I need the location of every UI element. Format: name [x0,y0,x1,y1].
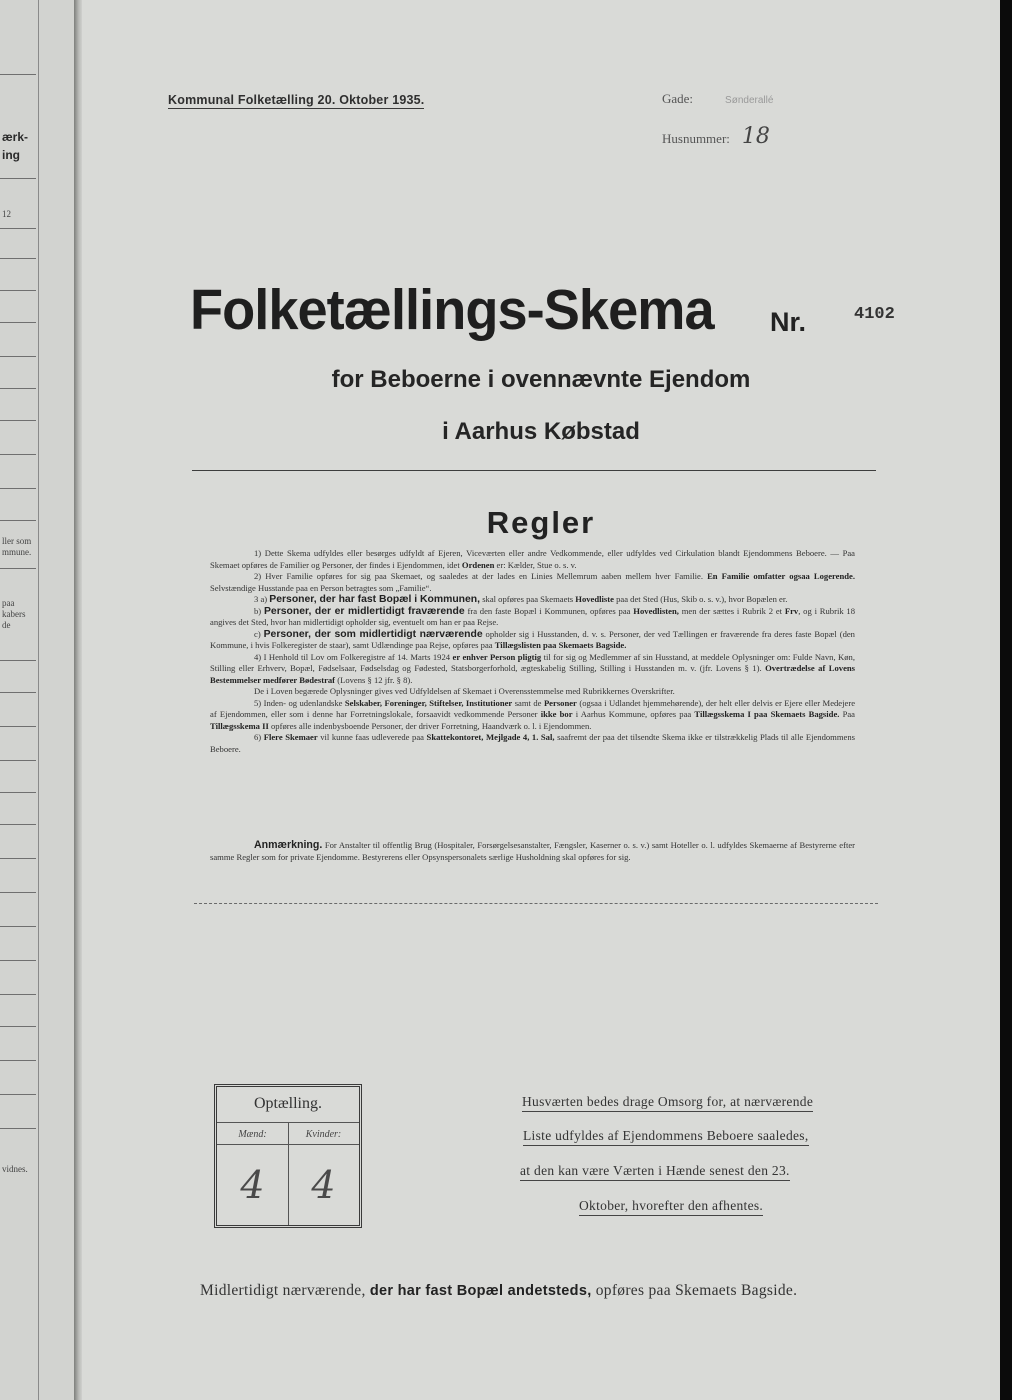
rule-3b: b) Personer, der er midlertidigt fraværende fra den faste Bopæl i Kommunen, opføres paa Hovedlisten, men der sættes i Rubrik 2 et Frv, og i Rubrik 18 angives det Sted, hvor han midlertidigt opholder sig, eventuelt om han er paa Rejse. [210,605,856,627]
title-divider [192,470,876,471]
left-strip-rule [0,692,36,693]
left-strip-rule [0,74,36,75]
left-strip-rule [0,388,36,389]
left-strip-fragment: 12 [2,209,11,219]
left-strip-rule [0,960,36,961]
left-strip-fragment: ærk- ing [2,130,29,162]
remark-body: For Anstalter til offentlig Brug (Hospitaler, Forsørgelsesanstalter, Fængsler, Kaserner o. s. v.) samt Hoteller o. l. udfyldes Skemaerne af Bestyrerne efter samme Regler som for private Ejendomme. Bestyrerens eller Opsynspersonalets særlige Husholdning skal opføres for sig. [210,840,856,862]
tally-box [214,1084,362,1228]
left-strip-fragment: vidnes. [2,1164,28,1174]
notice-line-2: Liste udfyldes af Ejendommens Beboere saaledes, [523,1128,809,1146]
left-strip-rule [0,290,36,291]
rules-text [210,548,855,755]
left-strip-rule [0,520,36,521]
form-subtitle-1: for Beboerne i ovennævnte Ejendom [331,366,751,393]
census-heading: Kommunal Folketælling 20. Oktober 1935. [168,93,425,107]
left-strip-rule [0,178,36,179]
house-number-field [662,124,770,149]
left-strip-fragment: ller som mmune. [2,536,32,557]
left-strip-rule [0,1094,36,1095]
remark-label: Anmærkning. [254,839,323,851]
rule-3c: c) Personer, der som midlertidigt nærværende opholder sig i Husstanden, d. v. s. Personer, der ved Tællingen er fraværende fra deres faste Bopæl (den Kommune, i hvis Folkeregister de staar), samt Udlændinge paa Rejse, opføres paa Tillægslisten paa Skemaets Bagside. [210,628,855,650]
left-page-strip [0,0,74,1400]
left-strip-rule [0,322,36,323]
street-field [662,90,773,108]
left-strip-rule [0,824,36,825]
left-strip-rule [0,858,36,859]
footer-note [200,1282,797,1300]
left-strip-rule [0,726,36,727]
rule-2: 2) Hver Familie opføres for sig paa Skemaet, og saaledes at der lades en Linies Mellemrum aaben mellem hver Familie. En Familie omfatter ogsaa Logerende. Selvstændige Husstande paa en Person betragtes som „Familie“. [210,571,856,593]
footer-note-start: Midlertidigt nærværende, [200,1282,366,1299]
left-strip-rule [0,926,36,927]
scan-edge [1000,0,1012,1400]
form-title: Folketællings-Skema [190,278,714,342]
rule-1: 1) Dette Skema udfyldes eller besørges udfyldt af Ejeren, Viceværten eller andre Vedkommende, eller udfyldes ved Cirkulation blandt Ejendommens Beboere. — Paa Skemaet opføres de Familier og Personer, der findes i Ejendommen, idet Ordenen er: Kælder, Stue o. s. v. [210,548,855,570]
book-gutter [74,0,82,1400]
rule-4: 4) I Henhold til Lov om Folkeregistre af 14. Marts 1924 er enhver Person pligtig til for sig og Medlemmer af sin Husstand, at meddele Oplysninger om: Fulde Navn, Køn, Stilling eller Erhverv, Bopæl, Fødselsaar, Fødselsdag og Fødested, Statsborgerforhold, ægteskabelig Stilling, Stilling i Husstanden m. v. (jfr. Lovens § 1). Overtrædelse af Lovens Bestemmelser medfører Bødestraf (Lovens § 12 jfr. § 8). [210,651,856,685]
left-strip-rule [0,994,36,995]
left-strip-rule [0,228,36,229]
left-strip-rule [0,258,36,259]
left-strip-rule [0,568,36,569]
tally-title: Optælling. [253,1095,322,1112]
rule-5: 5) Inden- og udenlandske Selskaber, Foreninger, Stiftelser, Institutioner samt de Personer (ogsaa i Udlandet hjemmehørende), der helt eller delvis er Ejere eller Medejere af Ejendommen, eller som i denne har Forretningslokale, forsaavidt vedkommende Personer ikke bor i Aarhus Kommune, opføres paa Tillægsskema I paa Skemaets Bagside. Paa Tillægsskema II opføres alle indenbysboende Personer, der driver Forretning, Haandværk o. l. i Ejendommen. [210,697,856,731]
tally-men-label: Mænd: [238,1129,267,1140]
left-strip-rule [0,420,36,421]
left-strip-rule [0,792,36,793]
form-number-label: Nr. [770,307,807,337]
notice-line-3: at den kan være Værten i Hænde senest den 23. [520,1163,790,1181]
footer-note-end: opføres paa Skemaets Bagside. [595,1282,798,1299]
left-strip-rule [0,660,36,661]
rule-3a: 3 a) Personer, der har fast Bopæl i Kommunen, skal opføres paa Skemaets Hovedliste paa det Sted (Hus, Skib o. s. v.), hvor Bopælen er. [254,594,788,605]
left-strip-rule [0,1128,36,1129]
rule-6: 6) Flere Skemaer vil kunne faas udleverede paa Skattekontoret, Mejlgade 4, 1. Sal, saafremt der paa det tilsendte Skema ikke er tilstrækkelig Plads til alle Ejendommens Beboere. [210,732,855,754]
left-strip-rule [0,488,36,489]
form-number-value: 4102 [854,305,895,324]
left-strip-rule [0,892,36,893]
street-label: Gade: [662,91,694,106]
form-subtitle-2: i Aarhus Købstad [442,418,640,445]
remark-text [210,840,855,863]
tally-men-value: 4 [240,1163,265,1207]
left-strip-rule [0,356,36,357]
left-strip-rule [0,1026,36,1027]
house-number-label: Husnummer: [662,131,730,146]
rule-4b: De i Loven begærede Oplysninger gives ved Udfyldelsen af Skemaet i Overensstemmelse med Rubrikkernes Overskrifter. [254,686,675,696]
left-strip-rule [0,760,36,761]
left-strip-rule [0,1060,36,1061]
tally-women-value: 4 [311,1163,336,1207]
notice-line-1: Husværten bedes drage Omsorg for, at nærværende [522,1094,813,1112]
left-strip-fragment: paa kabers de [2,598,26,630]
rules-heading: Regler [486,505,596,540]
street-value: Sønderallé [725,95,774,106]
notice-line-4: Oktober, hvorefter den afhentes. [579,1198,763,1216]
tally-women-label: Kvinder: [305,1129,342,1140]
house-number-value: 18 [741,124,770,149]
left-strip-vertical-rule [38,0,39,1400]
left-strip-rule [0,454,36,455]
footer-note-emphasis: der har fast Bopæl andetsteds, [369,1283,592,1299]
remark-divider [194,903,878,904]
census-form-page [82,0,1000,1400]
